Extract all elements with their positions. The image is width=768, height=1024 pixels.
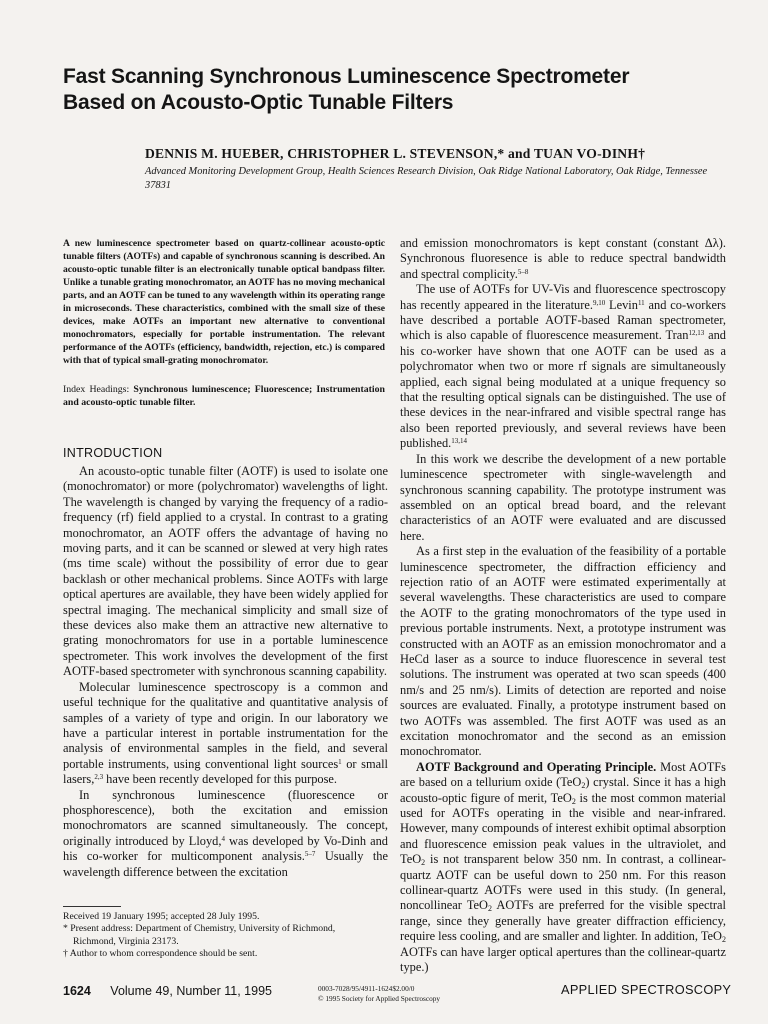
footer-left: [63, 984, 272, 998]
citation: 4: [221, 834, 225, 843]
paragraph: AOTF Background and Operating Principle. Most AOTFs are based on a tellurium oxide (TeO$_2$) crystal. Since it has a high acousto-optic figure of merit, TeO$_2$ is the most common material used for AOTFs operating in the visible and near-infrared. However, many compounds of interest exhibit optimal absorption and fluorescence emission peak values in the ultraviolet, and TeO$_2$ is not transparent below 350 nm. In contrast, a collinear-quartz AOTF can be useful down to 250 nm. For this reason collinear-quartz AOTFs were used in this study. (In general, noncollinear TeO$_2$ AOTFs are preferred for the visible spectral range, since they generally have greater diffraction efficiency, require less cooling, and are smaller and lighter. In addition, TeO$_2$ AOTFs can have larger optical apertures than the collinear-quartz type.): [400, 759, 726, 975]
title-line-1: Fast Scanning Synchronous Luminescence Spectrometer: [63, 65, 630, 88]
journal-name: APPLIED SPECTROSCOPY: [561, 982, 732, 997]
affiliation: Advanced Monitoring Development Group, Health Sciences Research Division, Oak Ridge National Laboratory, Oak Ridge, Tennessee 37831: [145, 166, 708, 191]
footnote-present-address-cont: Richmond, Virginia 23173.: [73, 935, 179, 947]
article-title: [63, 64, 723, 116]
footnote-correspondence: † Author to whom correspondence should be sent.: [63, 947, 258, 959]
citation: 12,13: [688, 329, 705, 338]
index-label: Index Headings:: [63, 384, 130, 395]
subsection-heading: AOTF Background and Operating Principle.: [416, 759, 657, 774]
citation: 1: [338, 757, 342, 766]
paragraph: In synchronous luminescence (fluorescence or phosphorescence), both the excitation and emission monochromators are scanned simultaneously. The concept, originally introduced by Lloyd,$^4$ was developed by Vo-Dinh and his co-worker for multicomponent analysis.$^{5-7}$ Usually the wavelength difference between the excitation: [63, 787, 389, 879]
footnote-received: Received 19 January 1995; accepted 28 July 1995.: [63, 911, 260, 922]
citation: 9,10: [592, 298, 606, 307]
index-headings: [63, 383, 385, 409]
footnotes: [63, 911, 383, 960]
section-heading-introduction: INTRODUCTION: [63, 446, 163, 460]
paragraph: An acousto-optic tunable filter (AOTF) is used to isolate one (monochromator) or more (polychromator) wavelengths of light. The wavelength is changed by varying the frequency of a radio-frequency (rf) field applied to a crystal. In contrast to a grating monochromator, an AOTF offers the advantage of having no moving parts, and it can be scanned or slewed at very high rates (ms time scale) without the possibility of error due to gear backlash or other mechanical problems. Since AOTFs with large optical apertures are available, they have been widely applied for spectral imaging. The mechanical simplicity and small size of these devices also make them an attractive new alternative to grating monochromators for use in a portable luminescence spectrometer. This work involves the development of the first AOTF-based spectrometer with synchronous scanning capability.: [63, 464, 388, 679]
citation: 13,14: [451, 437, 468, 446]
paragraph: Molecular luminescence spectroscopy is a common and useful technique for the qualitative and quantitative analysis of samples of a variety of type and origin. In our laboratory we have a particular interest in portable instrumentation for the analysis of environmental samples in the field, and several portable instruments, using conventional light sources$^1$ or small lasers,$^{2,3}$ have been recently developed for this purpose.: [63, 679, 388, 787]
citation: 5–7: [304, 850, 316, 859]
index-terms: Synchronous luminescence; Fluorescence; Instrumentation and acousto-optic tunable filter.: [63, 384, 385, 408]
volume-info: Volume 49, Number 11, 1995: [110, 984, 272, 998]
copyright-line: © 1995 Society for Applied Spectroscopy: [318, 994, 441, 1003]
author-list: DENNIS M. HUEBER, CHRISTOPHER L. STEVENSON,* and TUAN VO-DINH†: [145, 146, 646, 161]
article-code: 0003-7028/95/4911-1624$2.00/0: [318, 984, 415, 993]
left-column: [63, 464, 388, 880]
citation: 11: [637, 298, 645, 307]
paragraph: As a first step in the evaluation of the feasibility of a portable luminescence spectrometer, the diffraction efficiency and rejection ratio of an AOTF were estimated experimentally at several wavelengths. These characteristics are used to compare the AOTF to the grating monochromators of the type used in previous portable instruments. Next, a prototype instrument was constructed with an AOTF as an emission monochromator and a HeCd laser as a source to induce fluorescence in several test solutions. The instrument was operated at two scan speeds (400 nm/s and 25 nm/s). Limits of detection are reported and noise sources are evaluated. Finally, a prototype instrument based on two AOTFs was assembled. The first AOTF was used as an excitation monochromator and the second as an emission monochromator.: [400, 544, 726, 759]
title-line-2: Based on Acousto-Optic Tunable Filters: [63, 91, 454, 114]
abstract: A new luminescence spectrometer based on quartz-collinear acousto-optic tunable filters (AOTFs) and capable of synchronous scanning is described. An acousto-optic tunable filter is an electronically tunable optical bandpass filter. Unlike a tunable grating monochromator, an AOTF has no moving mechanical parts, and an AOTF can be tuned to any wavelength within its operating range in microseconds. These characteristics, combined with the small size of these devices, make AOTFs an important new alternative to conventional monochromators, especially for portable instrumentation. The relevant performance of the AOTFs (efficiency, bandwidth, rejection, etc.) is compared with that of typical small-grating monochromator.: [63, 238, 385, 366]
paragraph: In this work we describe the development of a new portable luminescence spectrometer with single-wavelength and synchronous scanning capability. The prototype instrument was assembled on an optical bread board, and the relevant characteristics of an AOTF were evaluated and are discussed here.: [400, 451, 726, 543]
footer-copyright: [318, 984, 440, 1004]
footnote-divider: [63, 906, 121, 907]
paragraph: The use of AOTFs for UV-Vis and fluorescence spectroscopy has recently appeared in the literature.$^{9,10}$ Levin$^{11}$ and co-workers have described a portable AOTF-based Raman spectrometer, which is also capable of fluorescence measurement. Tran$^{12,13}$ and his co-worker have shown that one AOTF can be used as a polychromator when two or more rf signals are simultaneously applied, each signal being modulated at a unique frequency so that the resulting optical signals can be distinguished. The use of these devices in the near-infrared and visible spectral range has also been reported previously, and several reviews have been published.$^{13,14}$: [400, 282, 726, 451]
citation: 2,3: [94, 773, 104, 782]
footnote-present-address: * Present address: Department of Chemistry, University of Richmond,: [63, 923, 336, 935]
paragraph: and emission monochromators is kept constant (constant Δλ). Synchronous fluoresence is able to reduce spectral bandwidth and spectral complicity.$^{5-8}$: [400, 236, 726, 281]
right-column: [400, 236, 726, 976]
page-number: 1624: [63, 984, 91, 998]
citation: 5–8: [517, 267, 529, 276]
